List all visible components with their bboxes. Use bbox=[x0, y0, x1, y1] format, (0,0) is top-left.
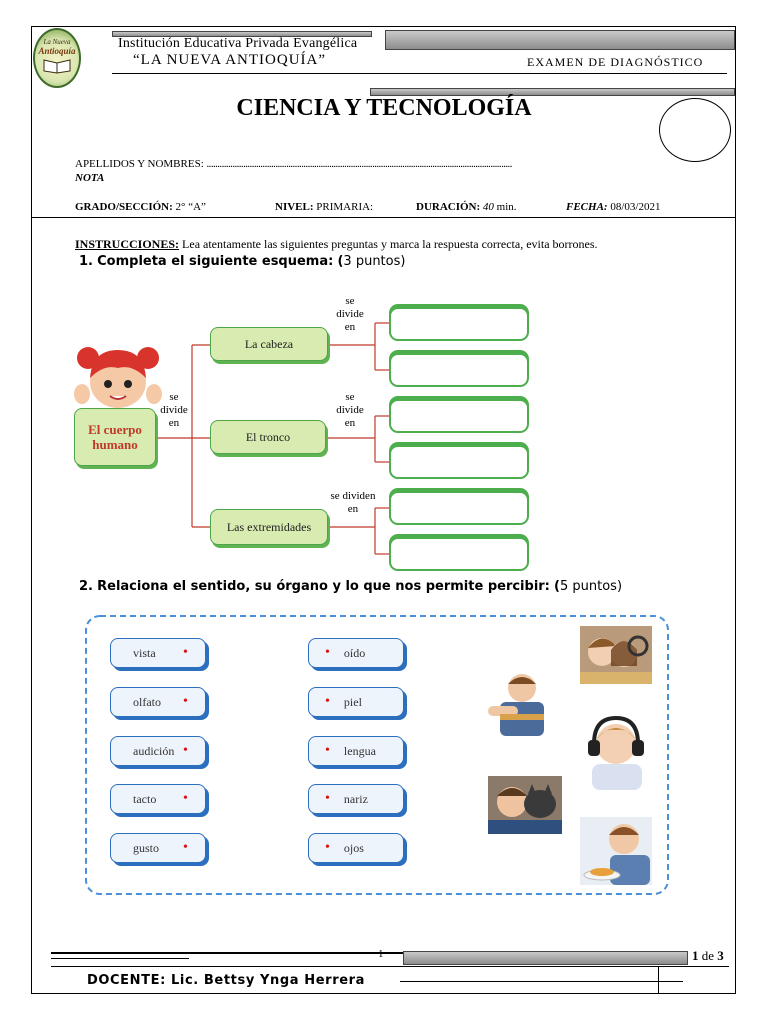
root-connector-line-3: en bbox=[168, 417, 180, 429]
book-icon bbox=[42, 56, 72, 74]
question-2 bbox=[79, 579, 622, 594]
answer-box-extremidades-1[interactable] bbox=[389, 491, 529, 525]
footer-bar bbox=[403, 951, 688, 965]
organ-lengua[interactable] bbox=[308, 736, 404, 766]
nivel-field bbox=[275, 201, 373, 213]
school-logo bbox=[33, 28, 81, 88]
nota-label: NOTA bbox=[75, 172, 105, 184]
organ-piel[interactable] bbox=[308, 687, 404, 717]
connector-cabeza-3: en bbox=[344, 321, 356, 333]
logo-text-main: Antioquía bbox=[38, 46, 76, 56]
match-dot[interactable]: • bbox=[183, 840, 188, 855]
connector-cabeza bbox=[330, 295, 370, 334]
footer-rule-top-left bbox=[51, 952, 403, 954]
instructions-label: INSTRUCCIONES: bbox=[75, 237, 180, 251]
root-box bbox=[74, 408, 156, 466]
footer-divider bbox=[658, 966, 659, 994]
root-connector bbox=[156, 391, 192, 430]
match-dot[interactable]: • bbox=[325, 743, 330, 758]
page-sep: de bbox=[701, 948, 715, 963]
logo-text-top: La Nueva bbox=[43, 38, 71, 46]
duracion-value: 40 bbox=[482, 201, 494, 213]
photo-girl-headphones bbox=[582, 714, 652, 790]
fecha-label: FECHA: bbox=[566, 201, 608, 213]
girl-illustration bbox=[72, 342, 164, 410]
connector-cabeza-2: divide bbox=[336, 308, 364, 320]
names-dots: .............................................................................................................................................. bbox=[206, 158, 512, 170]
answer-box-tronco-2[interactable] bbox=[389, 445, 529, 479]
sense-olfato-label: olfato bbox=[133, 694, 161, 709]
branch-label-tronco: El tronco bbox=[245, 429, 291, 444]
grado-label: GRADO/SECCIÓN: bbox=[75, 201, 173, 213]
q2-text: Relaciona el sentido, su órgano y lo que nos permite percibir: bbox=[97, 579, 550, 594]
photo-magnifier-kids bbox=[580, 626, 652, 684]
match-dot[interactable]: • bbox=[183, 694, 188, 709]
photo-boy-eating bbox=[580, 817, 652, 885]
sense-vista-label: vista bbox=[133, 645, 156, 660]
sense-audicion-label: audición bbox=[133, 743, 175, 758]
duracion-field bbox=[416, 201, 517, 213]
connector-extremidades-2: en bbox=[347, 503, 359, 515]
teacher-name: DOCENTE: Lic. Bettsy Ynga Herrera bbox=[87, 973, 366, 988]
match-dot[interactable]: • bbox=[325, 791, 330, 806]
page-title: CIENCIA Y TECNOLOGÍA bbox=[236, 95, 532, 121]
q1-points: 3 puntos) bbox=[343, 254, 406, 269]
match-dot[interactable]: • bbox=[183, 791, 188, 806]
answer-box-cabeza-1[interactable] bbox=[389, 307, 529, 341]
instructions bbox=[75, 237, 598, 252]
branch-label-extremidades: Las extremidades bbox=[226, 519, 312, 534]
organ-oido[interactable] bbox=[308, 638, 404, 668]
footer-rule-short bbox=[51, 958, 189, 959]
root-connector-line-2: divide bbox=[160, 404, 188, 416]
q2-points-open: ( bbox=[554, 579, 560, 594]
duracion-label: DURACIÓN: bbox=[416, 201, 481, 213]
q2-number: 2. bbox=[79, 579, 93, 594]
signature-line bbox=[400, 981, 683, 982]
sense-gusto-label: gusto bbox=[133, 840, 160, 855]
branch-label-cabeza: La cabeza bbox=[244, 336, 294, 351]
q1-number: 1. bbox=[79, 254, 93, 269]
grade-circle[interactable] bbox=[659, 98, 731, 162]
branch-box-cabeza bbox=[210, 327, 328, 361]
names-line[interactable] bbox=[75, 158, 512, 170]
branch-box-extremidades bbox=[210, 509, 328, 545]
connector-extremidades-1: se dividen bbox=[330, 490, 376, 502]
q1-points-open: ( bbox=[337, 254, 344, 269]
match-dot[interactable]: • bbox=[325, 694, 330, 709]
organ-lengua-label: lengua bbox=[343, 743, 376, 758]
instructions-text: Lea atentamente las siguientes preguntas y marca la respuesta correcta, evita borrones. bbox=[182, 237, 598, 251]
duracion-unit: min. bbox=[496, 201, 517, 213]
root-connector-line-1: se bbox=[169, 391, 179, 403]
organ-nariz-label: nariz bbox=[343, 791, 368, 806]
organ-nariz[interactable] bbox=[308, 784, 404, 814]
answer-box-extremidades-2[interactable] bbox=[389, 537, 529, 571]
organ-piel-label: piel bbox=[343, 694, 362, 709]
photo-boy-nose bbox=[486, 670, 552, 738]
info-rule bbox=[31, 217, 736, 218]
sense-tacto[interactable] bbox=[110, 784, 206, 814]
nivel-value: PRIMARIA: bbox=[316, 201, 374, 213]
match-dot[interactable]: • bbox=[325, 840, 330, 855]
organ-oido-label: oído bbox=[343, 645, 366, 660]
page-current: 1 bbox=[692, 948, 699, 963]
grado-field bbox=[75, 201, 206, 213]
question-1 bbox=[79, 254, 405, 269]
header-bar-right bbox=[385, 30, 735, 50]
fecha-field bbox=[566, 201, 660, 213]
connector-tronco-1: se bbox=[345, 391, 355, 403]
photo-boy-cat bbox=[488, 776, 562, 834]
connector-tronco-3: en bbox=[344, 417, 356, 429]
connector-tronco bbox=[330, 391, 370, 430]
connector-cabeza-1: se bbox=[345, 295, 355, 307]
fecha-value: 08/03/2021 bbox=[610, 201, 661, 213]
match-dot[interactable]: • bbox=[183, 743, 188, 758]
q1-text: Completa el siguiente esquema: bbox=[97, 254, 334, 269]
sense-vista[interactable] bbox=[110, 638, 206, 668]
nivel-label: NIVEL: bbox=[275, 201, 314, 213]
page-of bbox=[692, 948, 724, 964]
names-label: APELLIDOS Y NOMBRES: bbox=[75, 158, 204, 170]
match-dot[interactable]: • bbox=[183, 645, 188, 660]
page-number: 1 bbox=[378, 948, 384, 960]
school-name: Institución Educativa Privada Evangélica bbox=[118, 36, 358, 51]
answer-box-tronco-1[interactable] bbox=[389, 399, 529, 433]
sense-olfato[interactable] bbox=[110, 687, 206, 717]
organ-ojos[interactable] bbox=[308, 833, 404, 863]
answer-box-cabeza-2[interactable] bbox=[389, 353, 529, 387]
q2-points: 5 puntos) bbox=[559, 579, 623, 594]
connector-tronco-2: divide bbox=[336, 404, 364, 416]
sense-gusto[interactable] bbox=[110, 833, 206, 863]
branch-box-tronco bbox=[210, 420, 326, 454]
connector-extremidades bbox=[322, 490, 384, 516]
page-total: 3 bbox=[717, 948, 724, 963]
header-rule bbox=[112, 73, 727, 74]
school-quote: “LA NUEVA ANTIOQUÍA” bbox=[133, 52, 327, 68]
match-dot[interactable]: • bbox=[325, 645, 330, 660]
grado-value: 2° “A” bbox=[175, 201, 206, 213]
footer-rule-bottom bbox=[51, 966, 729, 967]
organ-ojos-label: ojos bbox=[343, 840, 364, 855]
root-label: El cuerpo humano bbox=[88, 422, 142, 452]
sense-tacto-label: tacto bbox=[133, 791, 157, 806]
sense-audicion[interactable] bbox=[110, 736, 206, 766]
exam-title: EXAMEN DE DIAGNÓSTICO bbox=[527, 55, 704, 69]
